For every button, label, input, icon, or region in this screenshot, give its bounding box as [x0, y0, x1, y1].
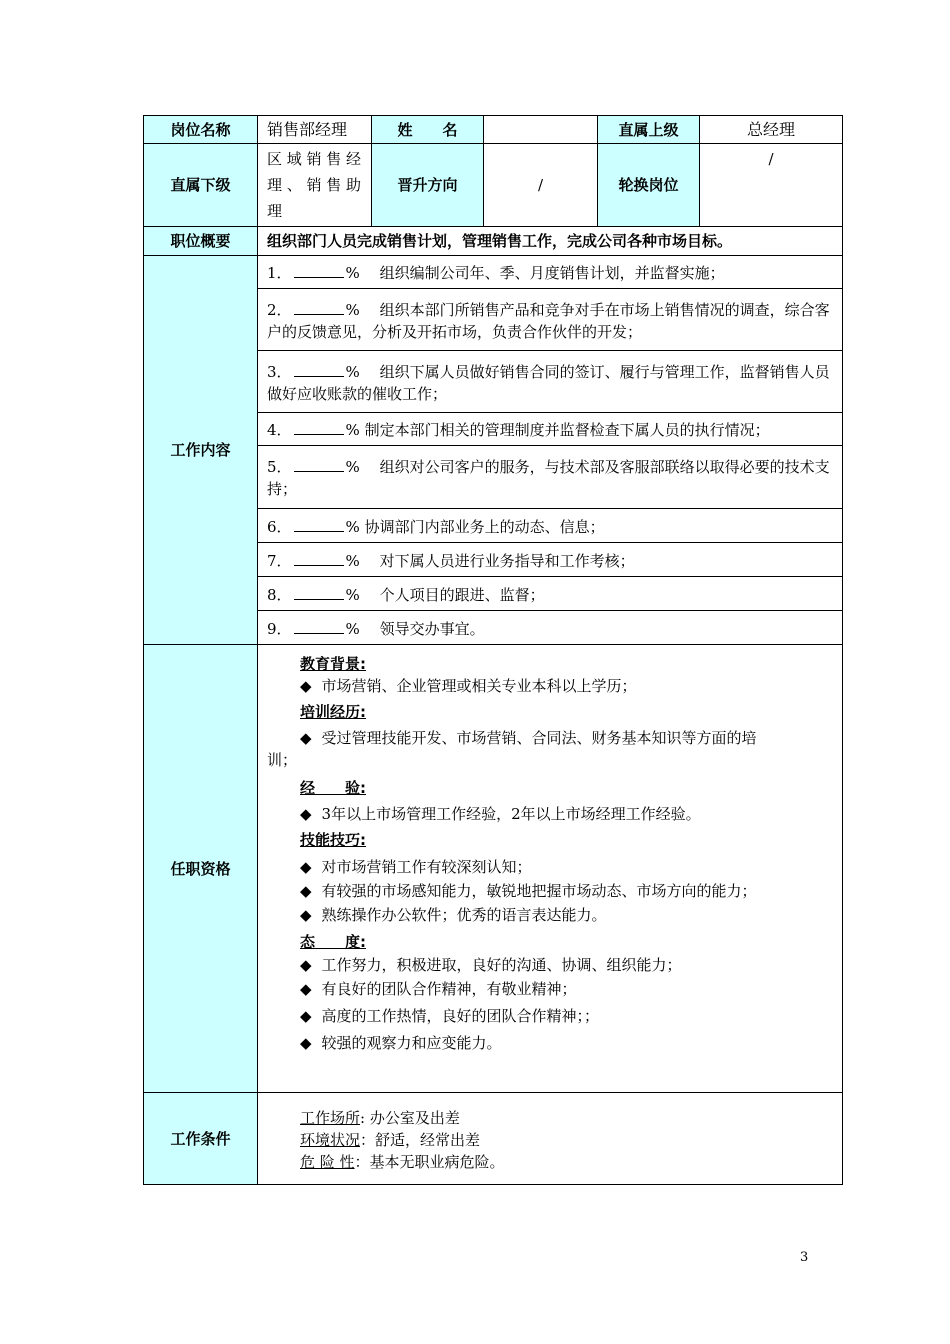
name-label: 姓 名 — [372, 116, 484, 144]
job-description-table — [143, 115, 843, 1185]
subordinate-value — [258, 144, 372, 227]
rotation-value: / — [700, 144, 843, 227]
summary-text: 组织部门人员完成销售计划，管理销售工作，完成公司各种市场目标。 — [258, 227, 843, 256]
position-value: 销售部经理 — [258, 116, 372, 144]
duty-item-2: 2． % 组织本部门所销售产品和竞争对手在市场上销售情况的调查，综合客户的反馈意见，分析及开拓市场，负责合作伙伴的开发； — [258, 289, 843, 351]
duty-item-6: 6． % 协调部门内部业务上的动态、信息； — [258, 509, 843, 543]
diamond-bullet-icon: ◆ — [300, 805, 312, 823]
position-label: 岗位名称 — [144, 116, 258, 144]
skills-item-3: ◆ 熟练操作办公软件；优秀的语言表达能力。 — [300, 906, 607, 924]
education-item: ◆ 市场营销、企业管理或相关专业本科以上学历； — [300, 677, 637, 695]
duties-label: 工作内容 — [144, 256, 258, 645]
skills-heading: 技能技巧: — [300, 831, 366, 849]
diamond-bullet-icon: ◆ — [300, 980, 312, 998]
skills-item-2: ◆ 有较强的市场感知能力，敏锐地把握市场动态、市场方向的能力； — [300, 882, 757, 900]
attitude-item-4: ◆ 较强的观察力和应变能力。 — [300, 1034, 502, 1052]
diamond-bullet-icon: ◆ — [300, 956, 312, 974]
attitude-heading: 态 度: — [300, 933, 366, 951]
promotion-value: / — [484, 144, 598, 227]
attitude-item-1: ◆ 工作努力，积极进取，良好的沟通、协调、组织能力； — [300, 956, 682, 974]
promotion-label: 晋升方向 — [372, 144, 484, 227]
duty-item-4: 4． % 制定本部门相关的管理制度并监督检查下属人员的执行情况； — [258, 413, 843, 446]
education-heading: 教育背景: — [300, 655, 366, 673]
diamond-bullet-icon: ◆ — [300, 1034, 312, 1052]
environment-line: 环境状况：舒适，经常出差 — [300, 1130, 481, 1149]
subordinate-label: 直属下级 — [144, 144, 258, 227]
diamond-bullet-icon: ◆ — [300, 677, 312, 695]
work-place-line: 工作场所: 办公室及出差 — [300, 1108, 460, 1127]
skills-item-1: ◆ 对市场营销工作有较深刻认知； — [300, 858, 532, 876]
duty-item-1: 1． % 组织编制公司年、季、月度销售计划，并监督实施； — [258, 256, 843, 289]
diamond-bullet-icon: ◆ — [300, 882, 312, 900]
attitude-item-2: ◆ 有良好的团队合作精神，有敬业精神； — [300, 980, 577, 998]
rotation-label: 轮换岗位 — [598, 144, 700, 227]
attitude-item-3: ◆ 高度的工作热情，良好的团队合作精神；； — [300, 1007, 600, 1025]
qualifications-content — [258, 645, 843, 1093]
subordinate-text: 区域销售经理、销售助理 — [267, 150, 363, 220]
diamond-bullet-icon: ◆ — [300, 906, 312, 924]
training-item: ◆ 受过管理技能开发、市场营销、合同法、财务基本知识等方面的培 — [300, 729, 757, 747]
page-number: 3 — [800, 1250, 809, 1265]
diamond-bullet-icon: ◆ — [300, 858, 312, 876]
summary-label: 职位概要 — [144, 227, 258, 256]
duty-item-8: 8． % 个人项目的跟进、监督； — [258, 577, 843, 611]
superior-value: 总经理 — [700, 116, 843, 144]
duty-item-7: 7． % 对下属人员进行业务指导和工作考核； — [258, 543, 843, 577]
hazard-line: 危 险 性：基本无职业病危险。 — [300, 1152, 505, 1171]
training-item-cont: 训； — [267, 751, 298, 769]
diamond-bullet-icon: ◆ — [300, 729, 312, 747]
experience-item: ◆ 3年以上市场管理工作经验，2年以上市场经理工作经验。 — [300, 805, 701, 823]
experience-heading: 经 验: — [300, 779, 366, 797]
conditions-content — [258, 1093, 843, 1185]
diamond-bullet-icon: ◆ — [300, 1007, 312, 1025]
conditions-label: 工作条件 — [144, 1093, 258, 1185]
training-heading: 培训经历: — [300, 703, 366, 721]
duty-item-3: 3． % 组织下属人员做好销售合同的签订、履行与管理工作，监督销售人员做好应收账款的催收工作； — [258, 351, 843, 413]
duty-item-5: 5． % 组织对公司客户的服务，与技术部及客服部联络以取得必要的技术支持； — [258, 446, 843, 509]
name-value — [484, 116, 598, 144]
superior-label: 直属上级 — [598, 116, 700, 144]
duty-item-9: 9． % 领导交办事宜。 — [258, 611, 843, 645]
qualifications-label: 任职资格 — [144, 645, 258, 1093]
